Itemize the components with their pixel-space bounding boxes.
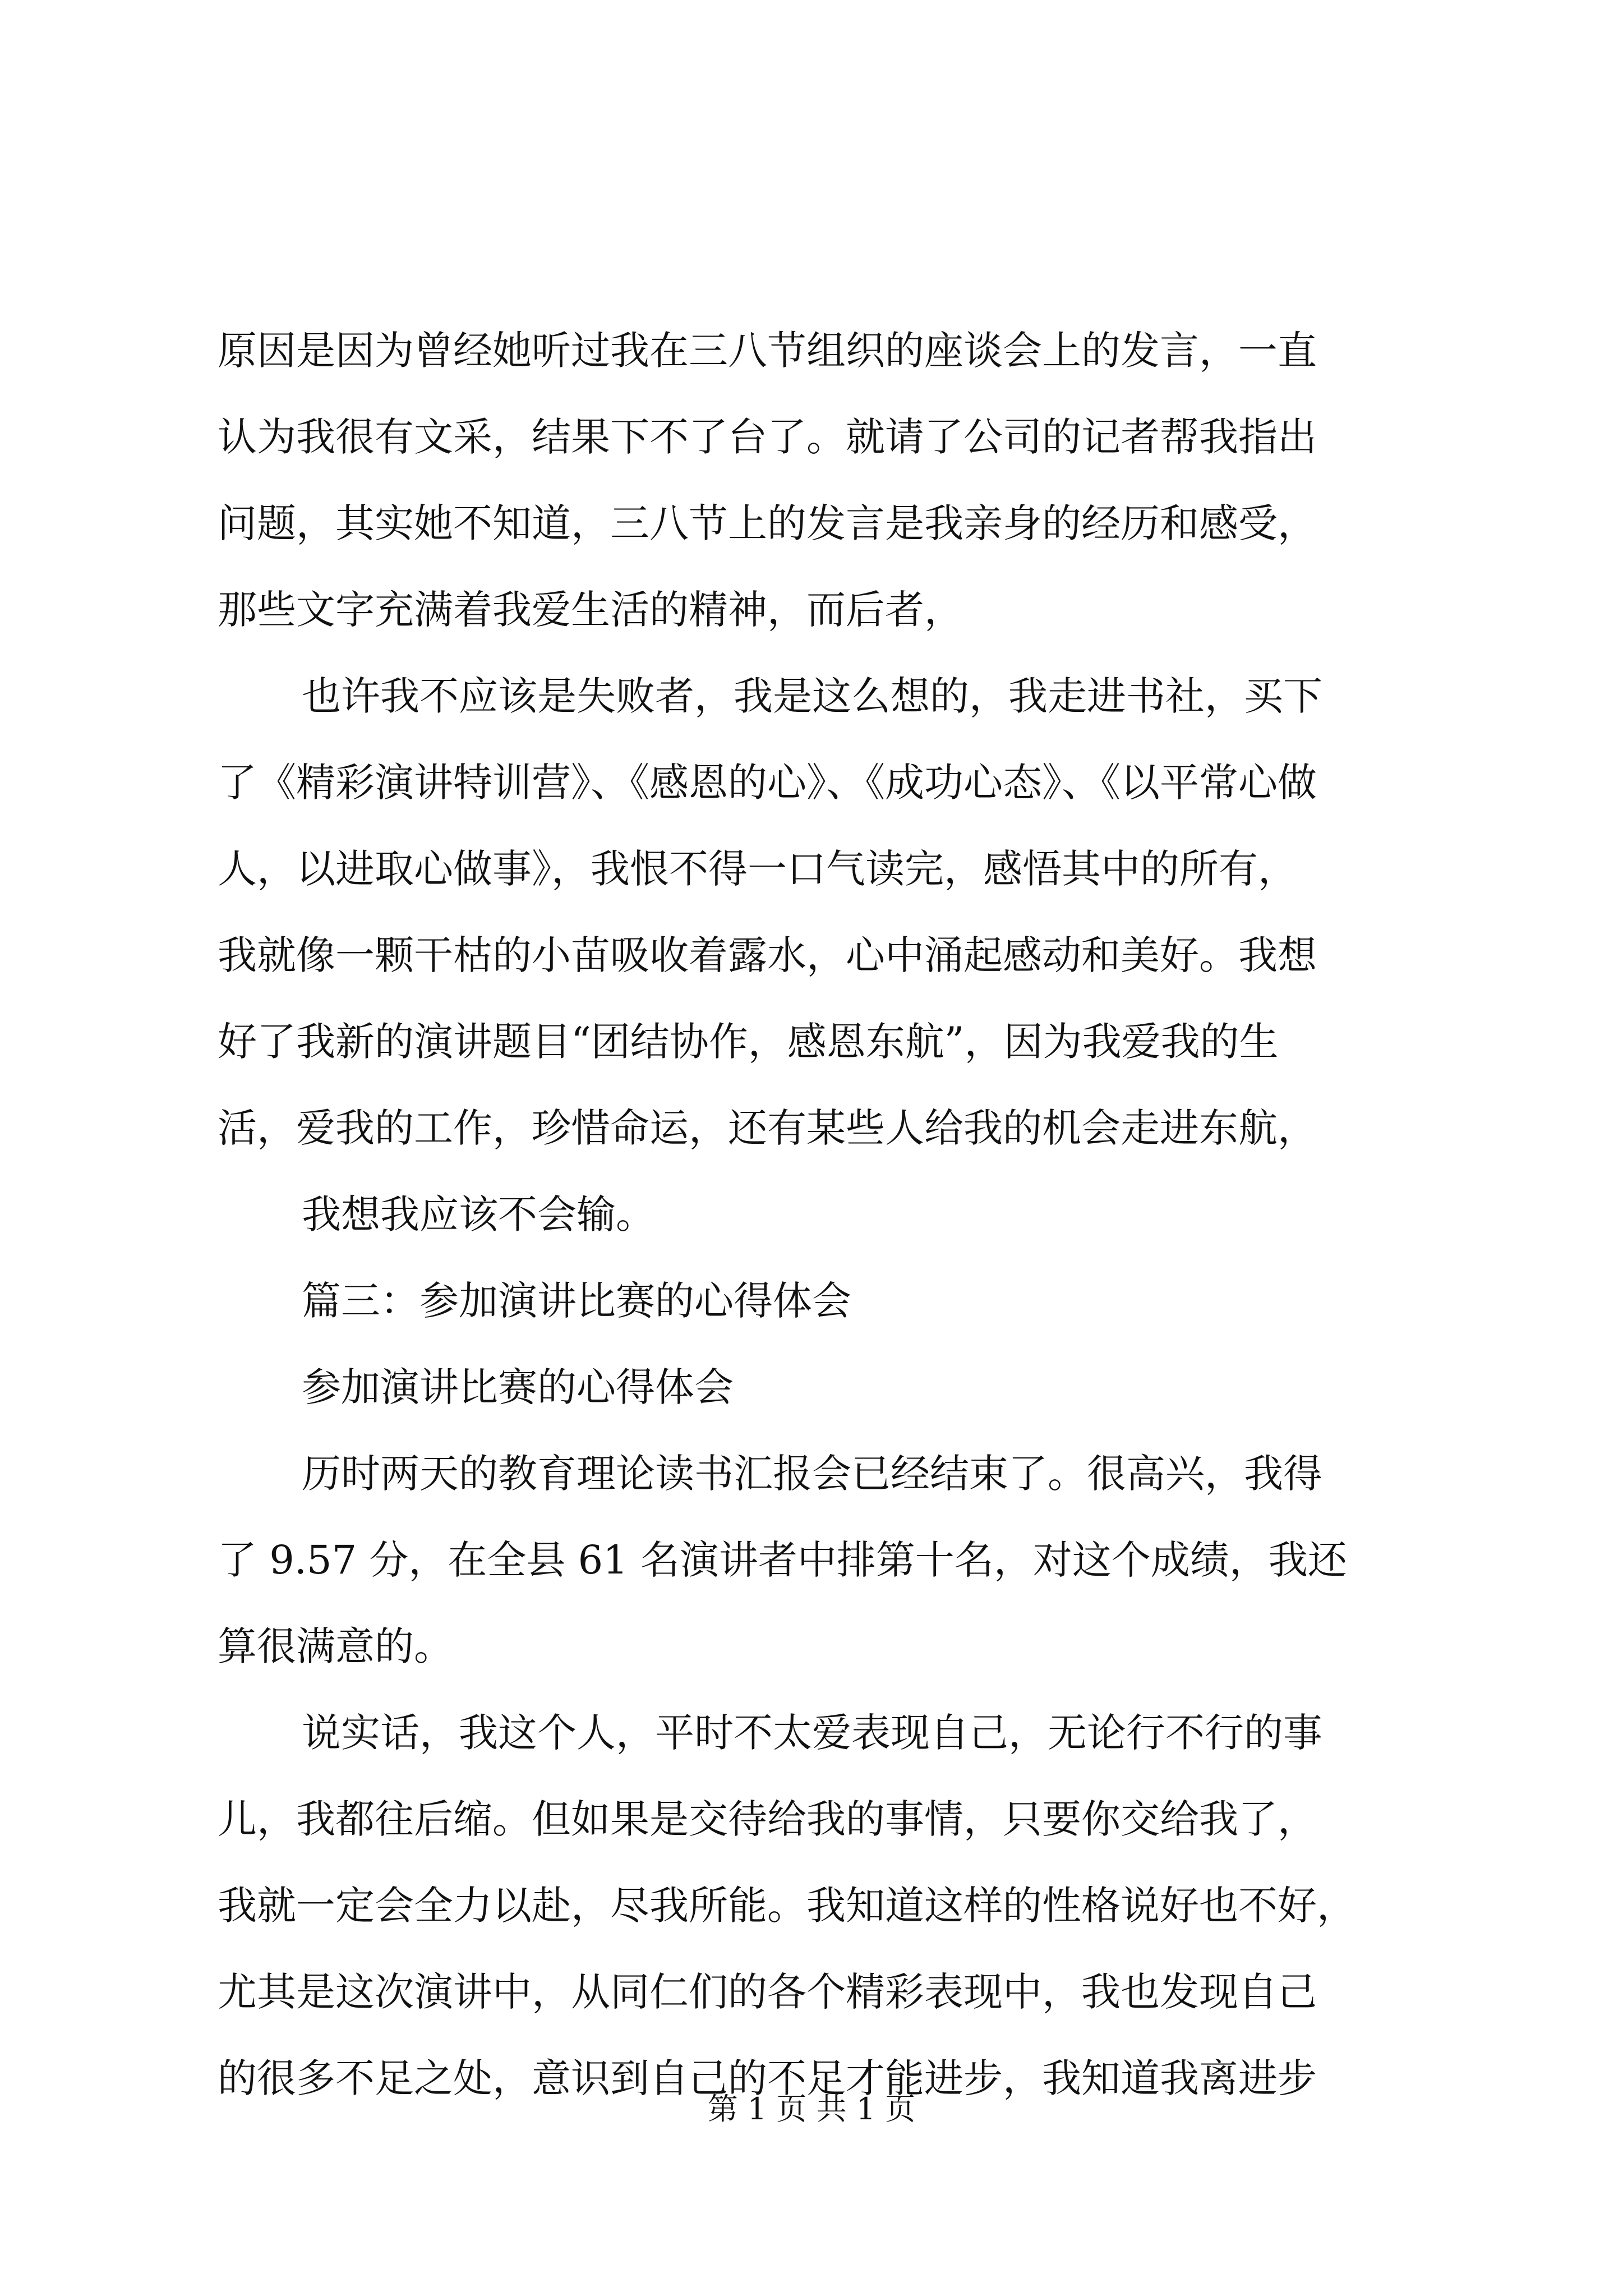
text-line: 原因是因为曾经她听过我在三八节组织的座谈会上的发言，一直 — [218, 328, 1317, 374]
text-line: 活，爱我的工作，珍惜命运，还有某些人给我的机会走进东航， — [218, 1105, 1317, 1151]
page-footer: 第 1 页 共 1 页 — [707, 2091, 916, 2127]
text-line: 了《精彩演讲特训营》、《感恩的心》、《成功心态》、《以平常心做 — [218, 760, 1317, 806]
document-body — [218, 307, 1418, 2122]
text-line: 我就像一颗干枯的小苗吸收着露水，心中涌起感动和美好。我想 — [218, 932, 1317, 978]
text-line: 的很多不足之处，意识到自己的不足才能进步，我知道我离进步 — [218, 2055, 1317, 2101]
text-line: 历时两天的教育理论读书汇报会已经结束了。很高兴，我得 — [302, 1451, 1322, 1497]
text-line: 那些文字充满着我爱生活的精神，而后者， — [218, 587, 963, 633]
article-title: 参加演讲比赛的心得体会 — [302, 1364, 734, 1410]
text-line: 我想我应该不会输。 — [302, 1191, 655, 1237]
text-line: 认为我很有文采，结果下不了台了。就请了公司的记者帮我指出 — [218, 414, 1317, 460]
text-line: 儿，我都往后缩。但如果是交待给我的事情，只要你交给我了， — [218, 1796, 1317, 1842]
section-heading: 篇三：参加演讲比赛的心得体会 — [302, 1278, 851, 1324]
text-line: 尤其是这次演讲中，从同仁们的各个精彩表现中，我也发现自己 — [218, 1969, 1317, 2015]
text-line: 也许我不应该是失败者，我是这么想的，我走进书社，买下 — [302, 673, 1322, 719]
text-line: 问题，其实她不知道，三八节上的发言是我亲身的经历和感受， — [218, 500, 1317, 546]
text-line: 我就一定会全力以赴，尽我所能。我知道这样的性格说好也不好， — [218, 1883, 1356, 1929]
text-line: 说实话，我这个人，平时不太爱表现自己，无论行不行的事 — [302, 1710, 1322, 1756]
text-line: 人，以进取心做事》，我恨不得一口气读完，感悟其中的所有， — [218, 846, 1297, 892]
text-line: 好了我新的演讲题目“团结协作，感恩东航”，因为我爱我的生 — [218, 1019, 1279, 1065]
text-line: 了 9.57 分，在全县 61 名演讲者中排第十名，对这个成绩，我还 — [218, 1537, 1347, 1583]
text-line: 算很满意的。 — [218, 1623, 453, 1669]
